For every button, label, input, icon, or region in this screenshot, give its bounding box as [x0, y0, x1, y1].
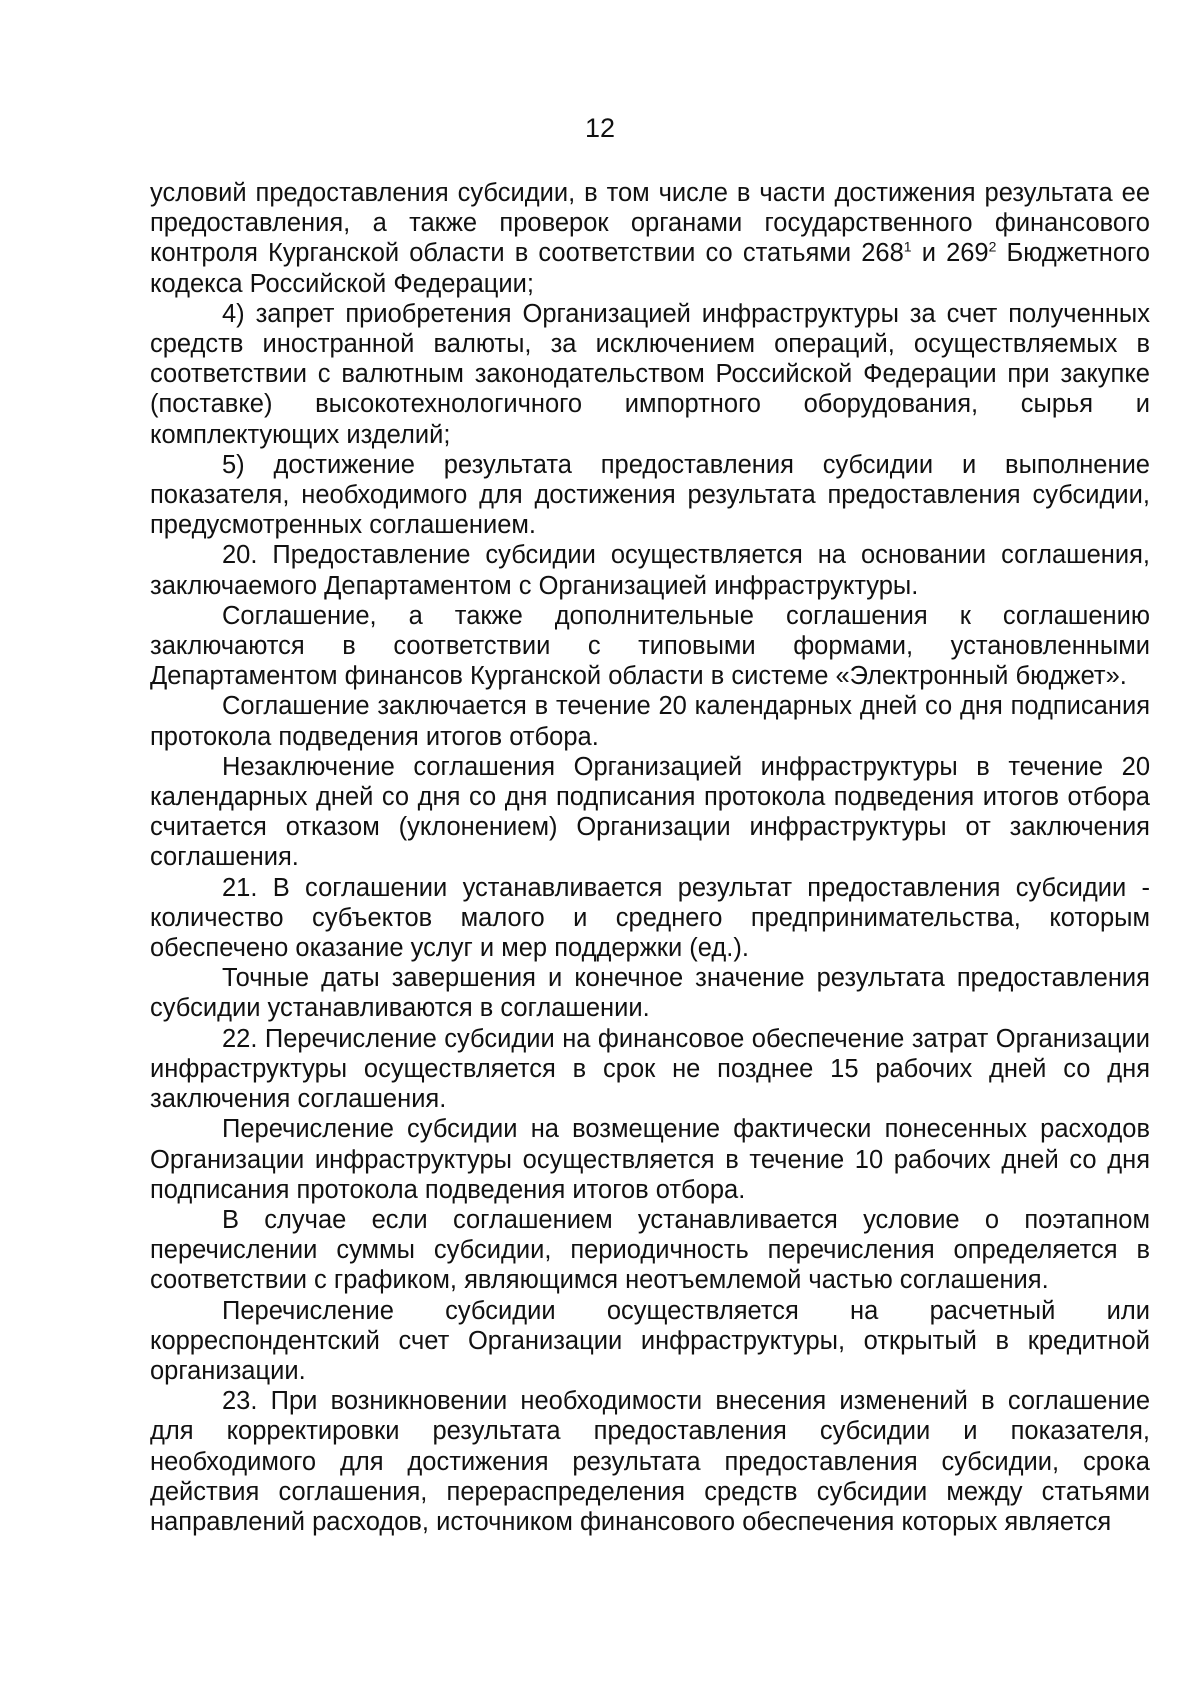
paragraph: Незаключение соглашения Организацией инфраструктуры в течение 20 календарных дней со дня со дня подписания протокола подведения итогов отбора считается отказом (уклонением) Организации инфраструктуры от заключения соглашения. — [150, 752, 1150, 872]
paragraph: Точные даты завершения и конечное значение результата предоставления субсидии устанавливаются в соглашении. — [150, 964, 1150, 1023]
paragraph: В случае если соглашением устанавливается условие о поэтапном перечислении суммы субсидии, периодичность перечисления определяется в соответствии с графиком, являющимся неотъемлемой частью соглашения. — [150, 1205, 1150, 1295]
superscript: 1 — [903, 238, 912, 255]
paragraph-item-4: 4) запрет приобретения Организацией инфраструктуры за счет полученных средств иностранной валюты, за исключением операций, осуществляемых в соответствии с валютным законодательством Российской Федерации при закупке (поставке) высокотехнологичного импортного оборудования, сырья и комплектующих изделий; — [150, 299, 1150, 449]
paragraph-text: Бюджетного кодекса Российской Федерации; — [150, 239, 1150, 298]
paragraph-continuation — [150, 178, 1150, 299]
paragraph-item-5: 5) достижение результата предоставления субсидии и выполнение показателя, необходимого для достижения результата предоставления субсидии, предусмотренных соглашением. — [150, 450, 1150, 540]
superscript: 2 — [988, 238, 997, 255]
paragraph: Перечисление субсидии на возмещение фактически понесенных расходов Организации инфраструктуры осуществляется в течение 10 рабочих дней со дня подписания протокола подведения итогов отбора. — [150, 1115, 1150, 1204]
paragraph-section-23: 23. При возникновении необходимости внесения изменений в соглашение для корректировки результата предоставления субсидии и показателя, необходимого для достижения результата предоставления субсидии, срока действия соглашения, перераспределения средств субсидии между статьями направлений расходов, источником финансового обеспечения которых является — [150, 1387, 1150, 1536]
document-body — [150, 178, 1150, 1537]
paragraph-section-22: 22. Перечисление субсидии на финансовое обеспечение затрат Организации инфраструктуры осуществляется в срок не позднее 15 рабочих дней со дня заключения соглашения. — [150, 1024, 1150, 1114]
paragraph-text: условий предоставления субсидии, в том числе в части достижения результата ее предоставления, а также проверок органами государственного финансового контроля Курганской области в соответствии со статьями 268 — [150, 179, 1150, 268]
paragraph-text: и 269 — [911, 239, 989, 268]
paragraph: Соглашение, а также дополнительные соглашения к соглашению заключаются в соответствии с типовыми формами, установленными Департаментом финансов Курганской области в системе «Электронный бюджет». — [150, 601, 1150, 691]
paragraph: Соглашение заключается в течение 20 календарных дней со дня подписания протокола подведения итогов отбора. — [150, 692, 1150, 751]
paragraph-section-21: 21. В соглашении устанавливается результат предоставления субсидии - количество субъектов малого и среднего предпринимательства, которым обеспечено оказание услуг и мер поддержки (ед.). — [150, 873, 1150, 963]
paragraph-section-20: 20. Предоставление субсидии осуществляется на основании соглашения, заключаемого Департаментом с Организацией инфраструктуры. — [150, 541, 1150, 600]
paragraph: Перечисление субсидии осуществляется на расчетный или корреспондентский счет Организации инфраструктуры, открытый в кредитной организации. — [150, 1296, 1150, 1385]
page-number: 12 — [584, 113, 616, 143]
